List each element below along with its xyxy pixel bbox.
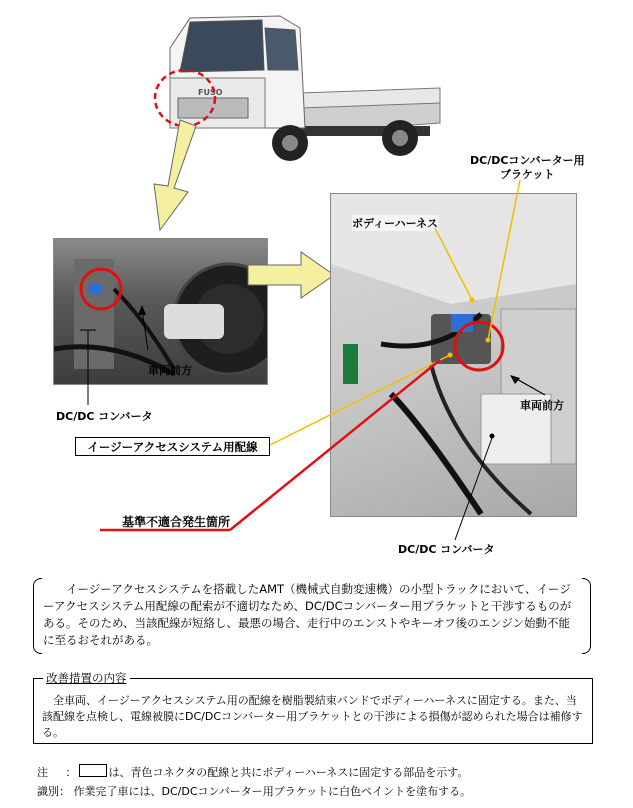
id-text: 作業完了車には、DC/DCコンバーター用ブラケットに白色ペイントを塗布する。	[73, 785, 472, 798]
fuso-badge: FUSO	[198, 88, 223, 97]
body-harness-label: ボディーハーネス	[352, 217, 439, 230]
bracket-label-line1: DC/DCコンバーター用	[470, 154, 585, 167]
vehicle-front-label-right: 車両前方	[520, 399, 564, 412]
remedy-title: 改善措置の内容	[43, 670, 130, 686]
remedy-box	[33, 678, 593, 744]
legend-box	[79, 764, 107, 777]
id-label: 識別：	[37, 785, 70, 798]
vehicle-front-label-left: 車両前方	[148, 364, 192, 377]
note-text: は、青色コネクタの配線と共にボディーハーネスに固定する部品を示す。	[108, 766, 469, 779]
bracket-label-line2: ブラケット	[500, 168, 555, 181]
defect-description	[33, 578, 591, 654]
dcdc-label-left: DC/DC コンバータ	[56, 410, 153, 423]
wiring-label: イージーアクセスシステム用配線	[75, 437, 270, 456]
note-sep: ：	[65, 766, 77, 779]
id-line	[37, 783, 471, 799]
note-line	[37, 764, 468, 780]
note-label: 注	[37, 766, 48, 779]
description-text: イージーアクセスシステムを搭載したAMT（機械式自動変速機）の小型トラックにおいて、イージーアクセスシステム用配線の配索が不適切なため、DC/DCコンバーター用ブラケットと干渉するものがある。そのため、当該配線が短絡し、最悪の場合、走行中のエンストやキーオフ後のエンジン始動不能に至るおそれがある。	[43, 582, 572, 647]
dcdc-label-right: DC/DC コンバータ	[398, 543, 495, 556]
defect-location-label: 基準不適合発生箇所	[122, 515, 231, 529]
remedy-text: 全車両、イージーアクセスシステム用の配線を樹脂製結束バンドでボディーハーネスに固定する。また、当該配線を点検し、電線被膜にDC/DCコンバーター用ブラケットとの干渉による損傷が認められた場合は補修する。	[42, 694, 583, 739]
